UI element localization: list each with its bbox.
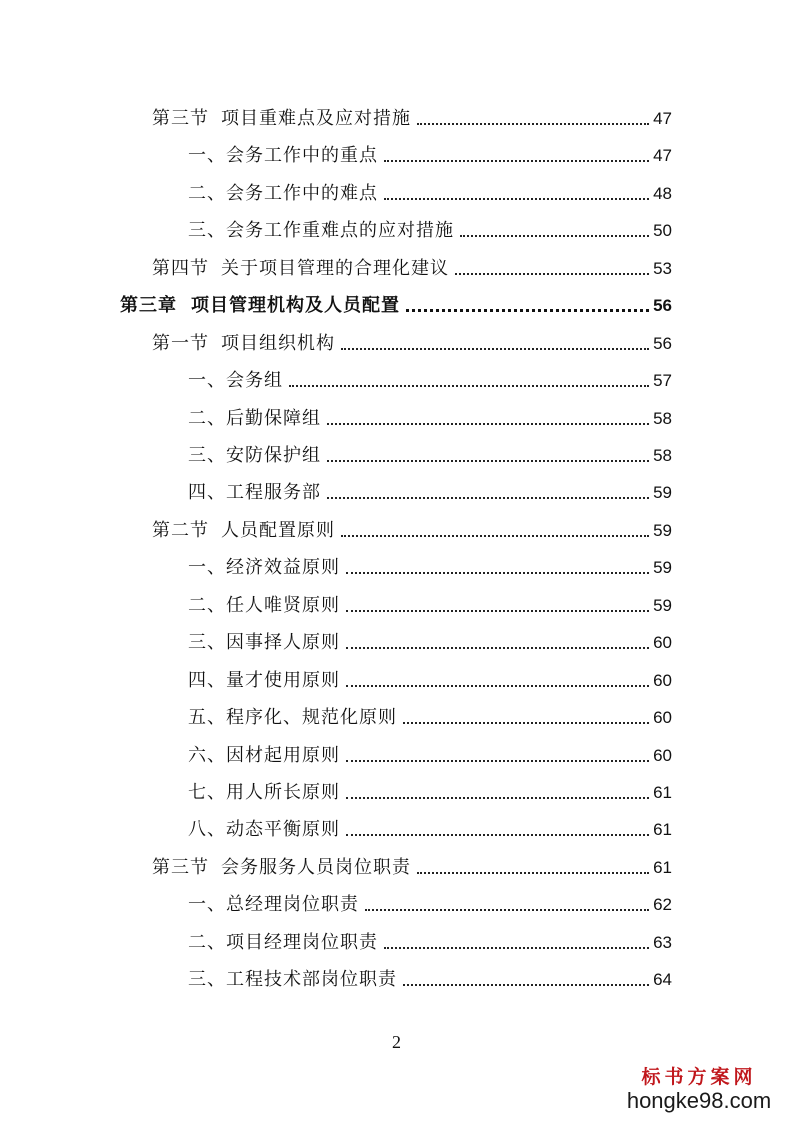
toc-entry[interactable] xyxy=(188,362,672,392)
toc-entry-label xyxy=(152,520,335,542)
toc-entry[interactable] xyxy=(152,325,672,355)
toc-entry-title: 项目经理岗位职责 xyxy=(226,932,378,953)
toc-entry-page: 61 xyxy=(653,858,672,877)
dot-leader xyxy=(346,646,649,649)
dot-leader xyxy=(403,721,649,724)
toc-entry-title: 项目重难点及应对措施 xyxy=(221,108,411,129)
toc-entry[interactable] xyxy=(188,587,672,617)
toc-entry[interactable] xyxy=(188,737,672,767)
toc-entry-title: 会务服务人员岗位职责 xyxy=(221,857,411,878)
toc-entry[interactable] xyxy=(188,924,672,954)
toc-entry-number: 第二节 xyxy=(152,520,209,541)
toc-entry-label xyxy=(188,408,321,430)
toc-entry-title: 工程技术部岗位职责 xyxy=(226,969,397,990)
toc-entry[interactable] xyxy=(188,400,672,430)
toc-entry-title: 工程服务部 xyxy=(226,482,321,503)
dot-leader xyxy=(417,871,649,874)
toc-entry[interactable] xyxy=(188,175,672,205)
toc-entry-title: 因事择人原则 xyxy=(226,632,340,653)
toc-entry-title: 人员配置原则 xyxy=(221,520,335,541)
dot-leader xyxy=(384,946,649,949)
dot-leader xyxy=(346,571,649,574)
toc-entry-label xyxy=(188,745,340,767)
toc-entry-page: 47 xyxy=(653,109,672,128)
dot-leader xyxy=(384,197,649,200)
toc-entry-label xyxy=(152,258,449,280)
toc-entry-label xyxy=(188,370,283,392)
toc-entry-title: 会务工作中的重点 xyxy=(226,145,378,166)
toc-entry-number: 二、 xyxy=(188,408,226,429)
toc-entry-label xyxy=(152,857,411,879)
toc-entry-label xyxy=(188,145,378,167)
toc-entry-page: 56 xyxy=(653,334,672,353)
toc-entry-title: 经济效益原则 xyxy=(226,557,340,578)
toc-entry-number: 二、 xyxy=(188,595,226,616)
toc-entry-label xyxy=(188,894,359,916)
toc-entry[interactable] xyxy=(188,774,672,804)
toc-entry-label xyxy=(188,969,397,991)
watermark-cn-text: 标书方案网 xyxy=(641,1066,757,1088)
toc-entry-label xyxy=(188,819,340,841)
toc-entry[interactable] xyxy=(188,886,672,916)
dot-leader xyxy=(346,684,649,687)
toc-entry[interactable] xyxy=(152,512,672,542)
toc-entry[interactable] xyxy=(188,662,672,692)
dot-leader xyxy=(346,796,649,799)
toc-entry-number: 一、 xyxy=(188,557,226,578)
dot-leader xyxy=(341,347,649,350)
toc-entry-label xyxy=(188,220,454,242)
toc-entry-title: 关于项目管理的合理化建议 xyxy=(221,258,449,279)
toc-entry-title: 因材起用原则 xyxy=(226,745,340,766)
page-number: 2 xyxy=(392,1032,401,1052)
toc-entry-label xyxy=(152,333,335,355)
toc-entry-title: 动态平衡原则 xyxy=(226,819,340,840)
toc-entry-page: 59 xyxy=(653,596,672,615)
toc-entry-title: 量才使用原则 xyxy=(226,670,340,691)
toc-entry-page: 62 xyxy=(653,895,672,914)
toc-entry-page: 60 xyxy=(653,708,672,727)
dot-leader xyxy=(406,308,649,312)
toc-entry-number: 四、 xyxy=(188,670,226,691)
toc-entry-title: 用人所长原则 xyxy=(226,782,340,803)
toc-entry-number: 三、 xyxy=(188,220,226,241)
toc-entry-label xyxy=(188,670,340,692)
toc-entry-page: 60 xyxy=(653,746,672,765)
dot-leader xyxy=(417,122,649,125)
toc-entry[interactable] xyxy=(188,961,672,991)
toc-entry-number: 七、 xyxy=(188,782,226,803)
toc-entry-page: 50 xyxy=(653,221,672,240)
toc-entry[interactable] xyxy=(188,699,672,729)
toc-entry-number: 八、 xyxy=(188,819,226,840)
toc-entry-title: 项目组织机构 xyxy=(221,333,335,354)
toc-entry-title: 任人唯贤原则 xyxy=(226,595,340,616)
watermark-url-text: hongke98.com xyxy=(626,1088,772,1113)
toc-entry-label xyxy=(188,632,340,654)
toc-entry-number: 三、 xyxy=(188,969,226,990)
toc-entry-label xyxy=(188,932,378,954)
toc-entry-label xyxy=(120,295,400,317)
toc-entry-page: 58 xyxy=(653,409,672,428)
toc-entry-number: 第三章 xyxy=(120,295,177,316)
toc-entry-number: 第四节 xyxy=(152,258,209,279)
toc-entry-page: 63 xyxy=(653,933,672,952)
dot-leader xyxy=(327,422,649,425)
toc-entry[interactable] xyxy=(152,849,672,879)
toc-entry-page: 61 xyxy=(653,820,672,839)
toc-entry-title: 总经理岗位职责 xyxy=(226,894,359,915)
dot-leader xyxy=(346,833,649,836)
toc-entry-label xyxy=(188,707,397,729)
dot-leader xyxy=(460,234,649,237)
toc-entry-number: 二、 xyxy=(188,932,226,953)
dot-leader xyxy=(384,159,649,162)
site-watermark-logo xyxy=(619,1066,779,1114)
toc-entry-title: 安防保护组 xyxy=(226,445,321,466)
toc-entry-page: 57 xyxy=(653,371,672,390)
toc-entry[interactable] xyxy=(188,549,672,579)
toc-entry[interactable] xyxy=(188,624,672,654)
toc-entry-label xyxy=(188,595,340,617)
toc-entry[interactable] xyxy=(188,137,672,167)
toc-entry-page: 60 xyxy=(653,671,672,690)
toc-chapter-entry[interactable] xyxy=(120,287,672,317)
toc-entry-label xyxy=(152,108,411,130)
toc-entry-number: 第一节 xyxy=(152,333,209,354)
toc-entry-number: 第三节 xyxy=(152,857,209,878)
toc-entry-number: 一、 xyxy=(188,894,226,915)
toc-entry-page: 61 xyxy=(653,783,672,802)
toc-entry-page: 64 xyxy=(653,970,672,989)
toc-entry-number: 二、 xyxy=(188,183,226,204)
dot-leader xyxy=(346,759,649,762)
toc-entry-number: 五、 xyxy=(188,707,226,728)
toc-entry-number: 一、 xyxy=(188,370,226,391)
toc-entry[interactable] xyxy=(152,250,672,280)
toc-entry[interactable] xyxy=(188,212,672,242)
dot-leader xyxy=(289,384,649,387)
dot-leader xyxy=(455,272,649,275)
dot-leader xyxy=(341,534,649,537)
toc-entry[interactable] xyxy=(188,437,672,467)
toc-entry-label xyxy=(188,445,321,467)
toc-entry-page: 60 xyxy=(653,633,672,652)
dot-leader xyxy=(327,496,649,499)
toc-entry-number: 三、 xyxy=(188,445,226,466)
toc-entry-page: 53 xyxy=(653,259,672,278)
toc-entry-title: 会务工作重难点的应对措施 xyxy=(226,220,454,241)
toc-entry-page: 59 xyxy=(653,483,672,502)
toc-entry[interactable] xyxy=(188,811,672,841)
dot-leader xyxy=(327,459,649,462)
toc-entry[interactable] xyxy=(188,474,672,504)
toc-entry-number: 四、 xyxy=(188,482,226,503)
toc-entry-title: 会务工作中的难点 xyxy=(226,183,378,204)
toc-entry-page: 47 xyxy=(653,146,672,165)
toc-entry-page: 59 xyxy=(653,521,672,540)
toc-entry-page: 56 xyxy=(653,296,672,315)
toc-entry-title: 后勤保障组 xyxy=(226,408,321,429)
toc-entry-label xyxy=(188,183,378,205)
toc-entry-label xyxy=(188,782,340,804)
dot-leader xyxy=(403,983,649,986)
toc-entry-page: 58 xyxy=(653,446,672,465)
toc-entry-number: 第三节 xyxy=(152,108,209,129)
toc-entry[interactable] xyxy=(152,100,672,130)
toc-entry-label xyxy=(188,482,321,504)
toc-entry-page: 59 xyxy=(653,558,672,577)
dot-leader xyxy=(365,908,649,911)
toc-entry-number: 一、 xyxy=(188,145,226,166)
toc-entry-title: 项目管理机构及人员配置 xyxy=(191,295,400,316)
toc-entry-label xyxy=(188,557,340,579)
toc-entry-title: 会务组 xyxy=(226,370,283,391)
toc-entry-title: 程序化、规范化原则 xyxy=(226,707,397,728)
toc-entry-page: 48 xyxy=(653,184,672,203)
dot-leader xyxy=(346,609,649,612)
toc-entry-number: 三、 xyxy=(188,632,226,653)
toc-entry-number: 六、 xyxy=(188,745,226,766)
